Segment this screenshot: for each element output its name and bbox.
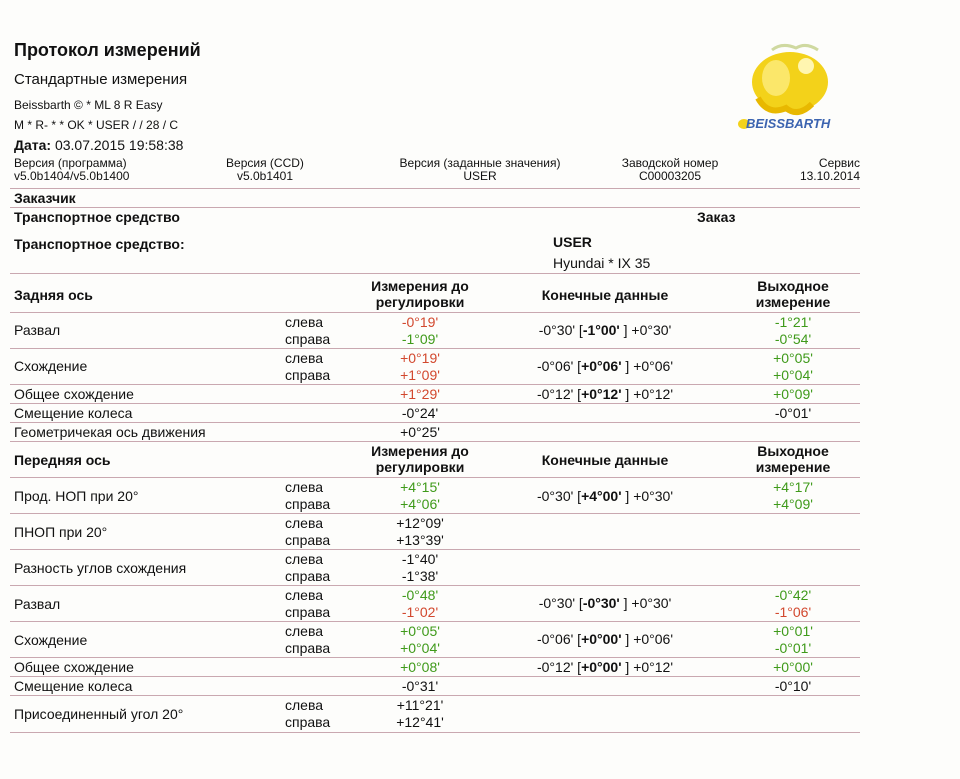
before-header xyxy=(345,278,495,310)
after-header xyxy=(718,443,868,475)
service-value: 13.10.2014 xyxy=(799,169,860,183)
divider xyxy=(10,207,860,208)
spec-min: -0°12' [ xyxy=(536,659,582,675)
included-angle-left: +11°21' xyxy=(396,697,444,713)
spec-max: ] +0°30' xyxy=(619,322,672,338)
after-header-line1: Выходное xyxy=(757,443,829,459)
caster-out-left: +4°17' xyxy=(773,479,813,495)
front-toe-left: +0°05' xyxy=(400,623,440,639)
serial-number xyxy=(610,157,730,183)
rear-toe-spec xyxy=(505,358,705,374)
order-heading: Заказ xyxy=(697,209,736,225)
rear-total-toe-label: Общее схождение xyxy=(14,386,134,402)
front-total-toe-label: Общее схождение xyxy=(14,659,134,675)
front-toe-right: +0°04' xyxy=(400,640,440,656)
kpi-label: ПНОП при 20° xyxy=(14,524,108,540)
divider xyxy=(10,422,860,423)
side-right: справа xyxy=(285,604,331,620)
kpi-right: +13°39' xyxy=(396,532,444,548)
before-header-line2: регулировки xyxy=(375,459,465,475)
rear-camber-right: -1°09' xyxy=(401,331,439,347)
rear-camber-out-left: -1°21' xyxy=(774,314,812,330)
front-camber-spec xyxy=(505,595,705,611)
spec-nominal: +0°00' xyxy=(581,659,622,675)
before-header xyxy=(345,443,495,475)
version-spec-label: Версия (заданные значения) xyxy=(399,156,561,170)
vehicle-label: Транспортное средство: xyxy=(14,236,185,252)
front-camber-label: Развал xyxy=(14,596,61,612)
divider xyxy=(10,441,860,442)
before-header-line1: Измерения до xyxy=(371,443,469,459)
front-toe-label: Схождение xyxy=(14,632,88,648)
caster-out-right: +4°09' xyxy=(773,496,813,512)
side-right: справа xyxy=(285,714,331,730)
side-right: справа xyxy=(285,532,331,548)
spec-header: Конечные данные xyxy=(541,452,669,468)
version-program xyxy=(14,157,129,183)
logo-text: BEISSBARTH xyxy=(746,116,831,130)
spec-min: -0°30' [ xyxy=(538,322,583,338)
before-header-line1: Измерения до xyxy=(371,278,469,294)
spec-nominal: +4°00' xyxy=(581,488,622,504)
divider xyxy=(10,549,860,550)
toe-diff-label: Разность углов схождения xyxy=(14,560,187,576)
rear-offset: -0°24' xyxy=(401,405,439,421)
spec-max: ] +0°12' xyxy=(621,386,674,402)
rear-toe-right: +1°09' xyxy=(400,367,440,383)
spec-nominal: -0°30' xyxy=(582,595,620,611)
spec-min: -0°06' [ xyxy=(536,358,582,374)
rear-offset-label: Смещение колеса xyxy=(14,405,133,421)
rear-toe-left: +0°19' xyxy=(400,350,440,366)
page-subtitle: Стандартные измерения xyxy=(14,71,188,88)
beissbarth-logo xyxy=(728,38,858,130)
divider xyxy=(10,188,860,189)
kpi-left: +12°09' xyxy=(396,515,444,531)
rear-offset-out: -0°01' xyxy=(774,405,812,421)
thrust-label: Геометричекая ось движения xyxy=(14,424,206,440)
rear-toe-out-right: +0°04' xyxy=(773,367,813,383)
divider xyxy=(10,477,860,478)
divider xyxy=(10,273,860,274)
mode-info: M * R- * * OK * USER / / 28 / C xyxy=(14,118,179,132)
before-header-line2: регулировки xyxy=(375,294,465,310)
divider xyxy=(10,513,860,514)
divider xyxy=(10,621,860,622)
spec-nominal: -1°00' xyxy=(582,322,620,338)
spec-min: -0°06' [ xyxy=(536,631,582,647)
divider xyxy=(10,384,860,385)
version-program-label: Версия (программа) xyxy=(14,156,127,170)
after-header-line1: Выходное xyxy=(757,278,829,294)
front-camber-right: -1°02' xyxy=(401,604,439,620)
side-left: слева xyxy=(285,697,324,713)
side-right: справа xyxy=(285,331,331,347)
after-header xyxy=(718,278,868,310)
front-toe-out-left: +0°01' xyxy=(773,623,813,639)
serial-value: C00003205 xyxy=(638,169,702,183)
vehicle-user: USER xyxy=(553,234,592,250)
divider xyxy=(10,676,860,677)
front-toe-spec xyxy=(505,631,705,647)
spec-max: ] +0°30' xyxy=(619,595,672,611)
spec-min: -0°12' [ xyxy=(536,386,582,402)
version-ccd-value: v5.0b1401 xyxy=(236,169,294,183)
version-ccd-label: Версия (CCD) xyxy=(226,156,304,170)
date-line xyxy=(14,137,183,153)
after-header-line2: измерение xyxy=(755,459,831,475)
caster-right: +4°06' xyxy=(400,496,440,512)
vehicle-heading: Транспортное средство xyxy=(14,209,180,225)
rear-camber-out-right: -0°54' xyxy=(774,331,812,347)
front-axle-title: Передняя ось xyxy=(14,452,111,468)
divider xyxy=(10,312,860,313)
spec-nominal: +0°12' xyxy=(581,386,622,402)
divider xyxy=(10,403,860,404)
divider xyxy=(10,585,860,586)
thrust-value: +0°25' xyxy=(400,424,440,440)
customer-section: Заказчик xyxy=(14,190,76,206)
rear-camber-left: -0°19' xyxy=(401,314,439,330)
front-camber-left: -0°48' xyxy=(401,587,439,603)
side-left: слева xyxy=(285,623,324,639)
side-left: слева xyxy=(285,350,324,366)
side-left: слева xyxy=(285,515,324,531)
after-header-line2: измерение xyxy=(755,294,831,310)
divider xyxy=(10,657,860,658)
front-offset-label: Смещение колеса xyxy=(14,678,133,694)
caster-label: Прод. НОП при 20° xyxy=(14,488,139,504)
front-total-toe-spec xyxy=(505,659,705,675)
side-left: слева xyxy=(285,479,324,495)
rear-axle-title: Задняя ось xyxy=(14,287,93,303)
vehicle-model: Hyundai * IX 35 xyxy=(553,255,651,271)
rear-total-toe-out: +0°09' xyxy=(773,386,813,402)
side-right: справа xyxy=(285,568,331,584)
front-total-toe-out: +0°00' xyxy=(773,659,813,675)
service-label: Сервис xyxy=(818,156,860,170)
side-left: слева xyxy=(285,314,324,330)
device-info: Beissbarth © * ML 8 R Easy xyxy=(14,98,163,112)
rear-camber-label: Развал xyxy=(14,322,61,338)
date-label: Дата: xyxy=(14,137,52,153)
page-title: Протокол измерений xyxy=(14,40,201,60)
caster-left: +4°15' xyxy=(400,479,440,495)
spec-max: ] +0°06' xyxy=(621,358,674,374)
date-value: 03.07.2015 19:58:38 xyxy=(54,137,184,153)
version-ccd xyxy=(210,157,320,183)
spec-max: ] +0°30' xyxy=(621,488,674,504)
front-offset-out: -0°10' xyxy=(774,678,812,694)
rear-toe-label: Схождение xyxy=(14,358,88,374)
spec-header: Конечные данные xyxy=(541,287,669,303)
included-angle-right: +12°41' xyxy=(396,714,444,730)
caster-spec xyxy=(505,488,705,504)
rear-total-toe-spec xyxy=(505,386,705,402)
front-offset: -0°31' xyxy=(401,678,439,694)
side-right: справа xyxy=(285,367,331,383)
spec-nominal: +0°00' xyxy=(581,631,622,647)
rear-camber-spec xyxy=(505,322,705,338)
version-program-value: v5.0b1404/v5.0b1400 xyxy=(14,169,130,183)
divider xyxy=(10,348,860,349)
spec-min: -0°30' [ xyxy=(536,488,582,504)
front-camber-out-left: -0°42' xyxy=(774,587,812,603)
version-spec xyxy=(385,157,575,183)
side-left: слева xyxy=(285,551,324,567)
serial-label: Заводской номер xyxy=(621,156,719,170)
rear-total-toe: +1°29' xyxy=(400,386,440,402)
divider xyxy=(10,695,860,696)
toe-diff-right: -1°38' xyxy=(401,568,439,584)
spec-max: ] +0°06' xyxy=(621,631,674,647)
spec-max: ] +0°12' xyxy=(621,659,674,675)
version-spec-value: USER xyxy=(463,169,497,183)
side-left: слева xyxy=(285,587,324,603)
divider xyxy=(10,732,860,733)
spec-nominal: +0°06' xyxy=(581,358,622,374)
rear-toe-out-left: +0°05' xyxy=(773,350,813,366)
front-camber-out-right: -1°06' xyxy=(774,604,812,620)
toe-diff-left: -1°40' xyxy=(401,551,439,567)
service-date xyxy=(780,157,860,183)
side-right: справа xyxy=(285,496,331,512)
side-right: справа xyxy=(285,640,331,656)
spec-min: -0°30' [ xyxy=(538,595,583,611)
included-angle-label: Присоединенный угол 20° xyxy=(14,706,184,722)
front-toe-out-right: -0°01' xyxy=(774,640,812,656)
front-total-toe: +0°08' xyxy=(400,659,440,675)
